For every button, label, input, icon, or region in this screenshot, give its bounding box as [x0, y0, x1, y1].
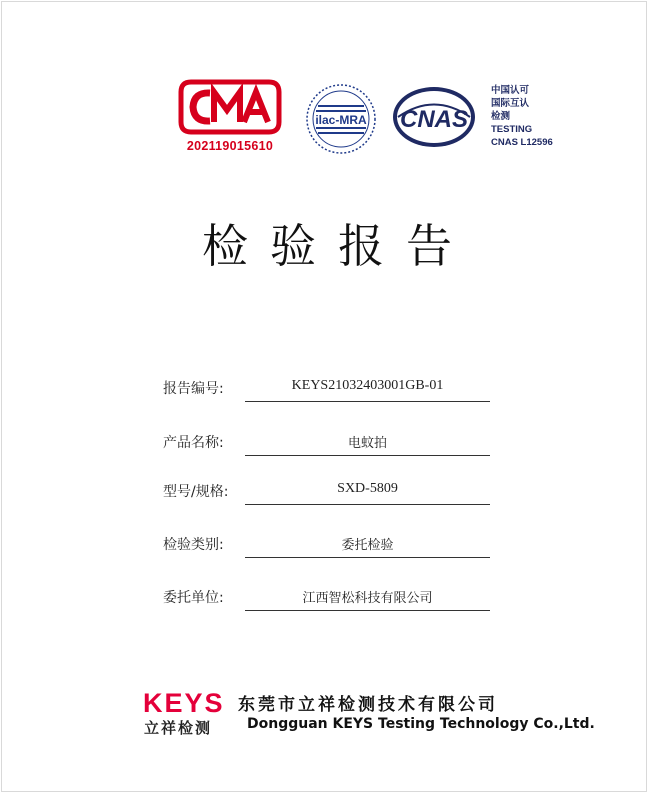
field-value: 委托检验	[341, 538, 394, 553]
field-value: 电蚊拍	[347, 436, 387, 451]
cma-logo-icon	[177, 78, 283, 136]
field-label: 检验类别:	[163, 537, 224, 553]
ilac-mra-logo-icon	[304, 82, 378, 156]
cnas-line-4: TESTING	[491, 124, 533, 135]
cnas-line-1: 中国认可	[491, 85, 530, 96]
cnas-side-text	[491, 84, 581, 149]
cnas-line-5: CNAS L12596	[491, 137, 553, 148]
company-name-cn: 东莞市立祥检测技术有限公司	[238, 695, 498, 715]
field-product-name	[2, 432, 650, 458]
underline	[245, 557, 490, 558]
field-report-number	[2, 378, 650, 404]
report-cover-page	[1, 1, 647, 792]
field-label: 型号/规格:	[163, 484, 229, 500]
page-title: 检验报告	[202, 219, 474, 273]
underline	[245, 401, 490, 402]
underline	[245, 504, 490, 505]
cnas-logo-icon	[390, 84, 478, 150]
field-label: 报告编号:	[163, 381, 224, 397]
svg-text:CNAS: CNAS	[399, 106, 469, 133]
cma-number: 202119015610	[186, 139, 274, 153]
keys-logo: KEYS	[143, 688, 225, 718]
underline	[245, 455, 490, 456]
field-inspection-type	[2, 534, 650, 560]
field-value: 江西智松科技有限公司	[302, 591, 433, 606]
field-model	[2, 481, 650, 507]
keys-logo-cn: 立祥检测	[144, 719, 213, 737]
field-client	[2, 587, 650, 613]
underline	[245, 610, 490, 611]
company-name-en: Dongguan KEYS Testing Technology Co.,Ltd.	[247, 716, 595, 732]
field-label: 产品名称:	[163, 435, 224, 451]
cnas-line-3: 检测	[491, 111, 511, 122]
svg-text:ilac-MRA: ilac-MRA	[315, 113, 367, 127]
cnas-line-2: 国际互认	[491, 98, 530, 109]
field-value: KEYS21032403001GB-01	[291, 378, 444, 393]
field-label: 委托单位:	[163, 590, 224, 606]
field-value: SXD-5809	[337, 481, 398, 496]
